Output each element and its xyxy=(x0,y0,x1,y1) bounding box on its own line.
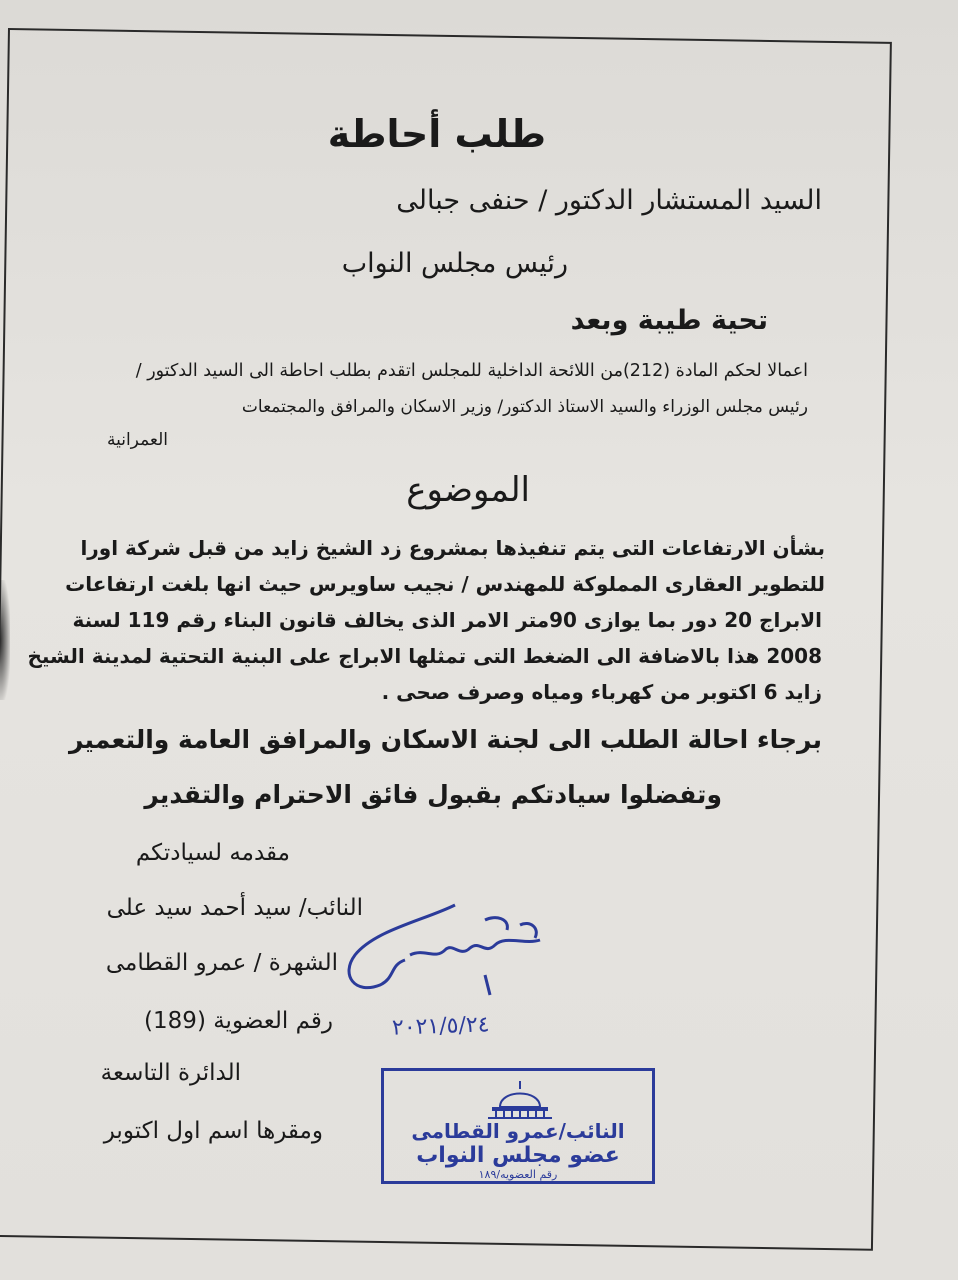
district-seat: ومقرها اسم اول اكتوبر xyxy=(103,1118,323,1144)
subject-line-2: للتطوير العقارى المملوكة للمهندس / نجيب ساويرس حيث انها بلغت ارتفاعات xyxy=(65,572,825,596)
document-title: طلب أحاطة xyxy=(327,112,546,156)
addressee-position: رئيس مجلس النواب xyxy=(341,248,568,279)
stamp-title: عضو مجلس النواب xyxy=(416,1143,620,1168)
official-stamp xyxy=(381,1068,655,1184)
intro-line-1: اعمالا لحكم المادة (212)من اللائحة الداخلية للمجلس اتقدم بطلب احاطة الى السيد الدكتور / xyxy=(135,361,808,381)
district: الدائرة التاسعة xyxy=(100,1060,241,1086)
handwritten-signature xyxy=(335,900,550,1000)
subject-line-3: الابراج 20 دور بما يوازى 90متر الامر الذى يخالف قانون البناء رقم 119 لسنة xyxy=(72,608,822,632)
request-line: برجاء احالة الطلب الى لجنة الاسكان والمرافق العامة والتعمير xyxy=(68,725,822,754)
subject-line-4: 2008 هذا بالاضافة الى الضغط التى تمثلها الابراج على البنية التحتية لمدينة الشيخ xyxy=(27,644,822,668)
greeting: تحية طيبة وبعد xyxy=(570,305,768,336)
signature-date: ٢٠٢١/٥/٢٤ xyxy=(391,1012,490,1041)
addressee-name: السيد المستشار الدكتور / حنفى جبالى xyxy=(396,185,822,216)
subject-heading: الموضوع xyxy=(406,470,530,510)
subject-line-5: زايد 6 اكتوبر من كهرباء ومياه وصرف صحى . xyxy=(381,680,822,704)
stamp-name: النائب/عمرو القطامى xyxy=(411,1119,625,1143)
closing-line: وتفضلوا سيادتكم بقبول فائق الاحترام والتقدير xyxy=(144,780,722,809)
submitter-label: مقدمه لسيادتكم xyxy=(135,840,290,866)
stamp-membership: رقم العضويه/١٨٩ xyxy=(478,1168,558,1181)
intro-line-3: العمرانية xyxy=(106,430,168,450)
intro-line-2: رئيس مجلس الوزراء والسيد الاستاذ الدكتور/ وزير الاسكان والمرافق والمجتمعات xyxy=(241,397,808,417)
subject-line-1: بشأن الارتفاعات التى يتم تنفيذها بمشروع زد الشيخ زايد من قبل شركة اورا xyxy=(80,536,825,560)
submitter-fame: الشهرة / عمرو القطامى xyxy=(105,950,338,976)
parliament-dome-icon xyxy=(484,1077,556,1119)
membership-number: رقم العضوية (189) xyxy=(144,1008,333,1034)
submitter-name: النائب/ سيد أحمد سيد على xyxy=(106,895,363,921)
